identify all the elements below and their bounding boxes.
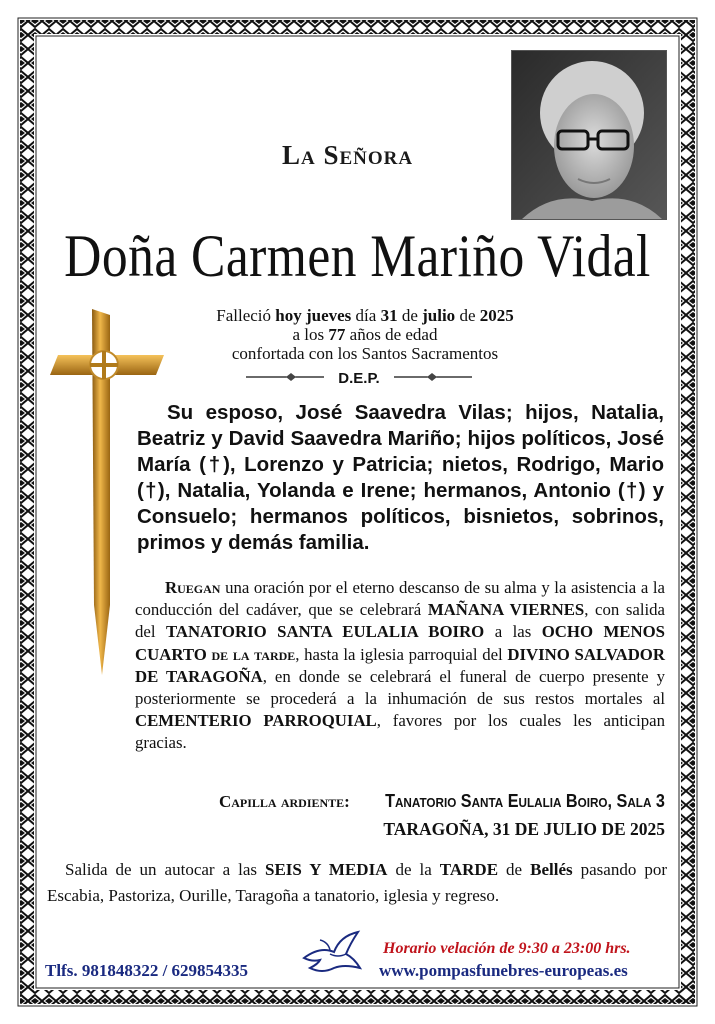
portrait-photo-icon xyxy=(512,51,666,219)
honorific-title: La Señora xyxy=(282,140,414,170)
website-link[interactable]: www.pompasfunebres-europeas.es xyxy=(379,961,628,980)
dep-divider xyxy=(244,369,474,389)
chapel-value: Tanatorio Santa Eulalia Boiro, Sala 3 xyxy=(385,791,665,811)
vigil-hours: Horario velación de 9:30 a 23:00 hrs. xyxy=(383,940,631,957)
dep-label: D.E.P. xyxy=(338,370,380,387)
chapel-label: Capilla ardiente: xyxy=(218,792,355,811)
death-date-line: Falleció hoy jueves día 31 de julio de 2025 xyxy=(216,306,514,325)
deceased-photo xyxy=(511,50,667,220)
age-line: a los 77 años de edad xyxy=(292,325,438,344)
phone-numbers: Tlfs. 981848322 / 629854335 xyxy=(45,961,249,980)
place-date: TARAGOÑA, 31 DE JULIO DE 2025 xyxy=(383,819,665,839)
bus-paragraph: Salida de un autocar a las SEIS Y MEDIA de la TARDE de Bellés pasando por Escabia, Pastoriza, Ourille, Taragoña a tanatorio, iglesia y regreso. xyxy=(47,860,667,905)
dove-logo-icon xyxy=(300,928,364,976)
death-details xyxy=(150,306,580,363)
chapel-line xyxy=(100,790,665,813)
family-paragraph: Su esposo, José Saavedra Vilas; hijos, Natalia, Beatriz y David Saavedra Mariño; hijos políticos, José María (†), Lorenzo y Patricia; nietos, Rodrigo, Mario (†), Natalia, Yolanda e Irene; hermanos, Antonio (†) y Consuelo; hermanos políticos, bisnietos, sobrinos, primos y demás familia. xyxy=(137,401,664,554)
sacraments-line: confortada con los Santos Sacramentos xyxy=(231,344,499,363)
request-paragraph: Ruegan una oración por el eterno descanso de su alma y la asistencia a la conducción del cadáver, que se celebrará MAÑANA VIERNES, con salida del TANATORIO SANTA EULALIA BOIRO a las OCHO MENOS CUARTO de la tarde, hasta la iglesia parroquial del DIVINO SALVADOR DE TARAGOÑA, en donde se celebrará el funeral de cuerpo presente y posteriormente se procederá a la inhumación de sus restos mortales al CEMENTERIO PARROQUIAL, favores por los cuales les anticipan gracias. xyxy=(135,578,666,753)
deceased-name: Doña Carmen Mariño Vidal xyxy=(64,223,651,289)
